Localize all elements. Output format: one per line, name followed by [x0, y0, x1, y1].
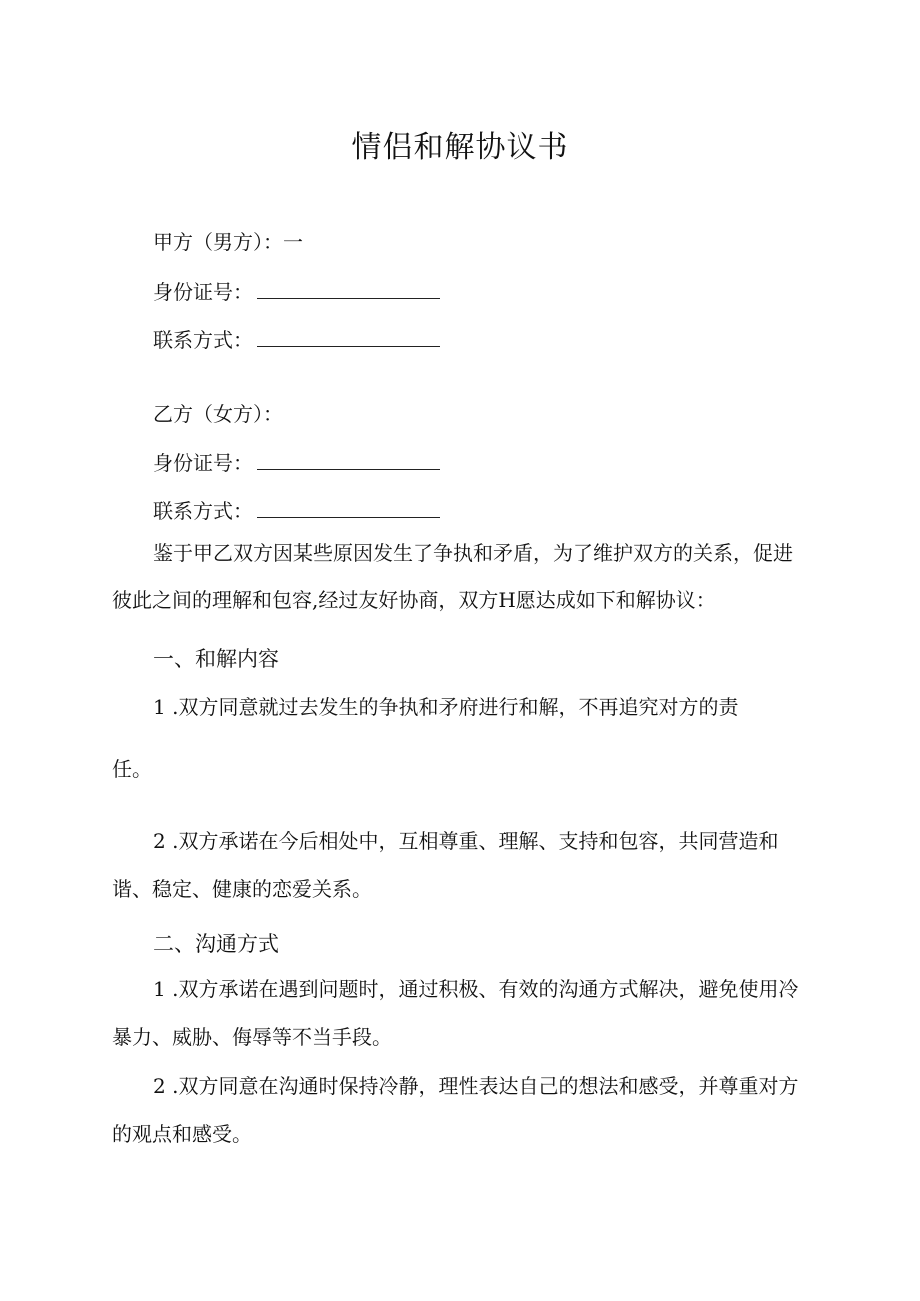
document-title: 情侣和解协议书: [351, 130, 569, 165]
party-b-label: 乙方（女方）：: [153, 402, 283, 426]
party-a-label: 甲方（男方）：一: [153, 230, 303, 254]
party-b-contact-blank: [257, 503, 440, 518]
party-a-contact-label: 联系方式：: [153, 328, 253, 352]
clause-text: 1 .双方同意就过去发生的争执和矛府进行和解，不再追究对方的责: [153, 695, 739, 719]
section-heading: 二、沟通方式: [153, 932, 279, 956]
section-heading: 一、和解内容: [153, 647, 279, 671]
clause-text: 1 .双方承诺在遇到问题时，通过积极、有效的沟通方式解决，避免使用冷暴力、威胁、侮辱等不当手段。: [112, 977, 799, 1049]
clause-text: 2 .双方承诺在今后相处中，互相尊重、理解、支持和包容，共同营造和谐、稳定、健康的恋爱关系。: [112, 829, 779, 901]
section-1-item-1: [112, 683, 812, 731]
section-2-item-1: [112, 965, 812, 1061]
party-b-contact-label: 联系方式：: [153, 499, 253, 523]
party-a-id-blank: [257, 284, 440, 299]
party-b-id-label: 身份证号：: [153, 451, 253, 475]
clause-text: 任。: [112, 757, 152, 781]
party-b-id-blank: [257, 455, 440, 470]
party-b-id-row: [153, 447, 440, 476]
section-2-item-2: [112, 1062, 812, 1158]
section-1-item-1-cont: [112, 745, 812, 793]
party-a-id-label: 身份证号：: [153, 280, 253, 304]
party-a-id-row: [153, 276, 440, 305]
section-1-item-2: [112, 817, 812, 913]
party-a-contact-row: [153, 324, 440, 353]
clause-text: 2 .双方同意在沟通时保持冷静，理性表达自己的想法和感受，并尊重对方的观点和感受。: [112, 1074, 799, 1146]
preamble-paragraph: 鉴于甲乙双方因某些原因发生了争执和矛盾，为了维护双方的关系，促进彼此之间的理解和包容,经过友好协商，双方H愿达成如下和解协议：: [112, 541, 793, 612]
party-b-contact-row: [153, 495, 440, 524]
party-a-contact-blank: [257, 332, 440, 347]
